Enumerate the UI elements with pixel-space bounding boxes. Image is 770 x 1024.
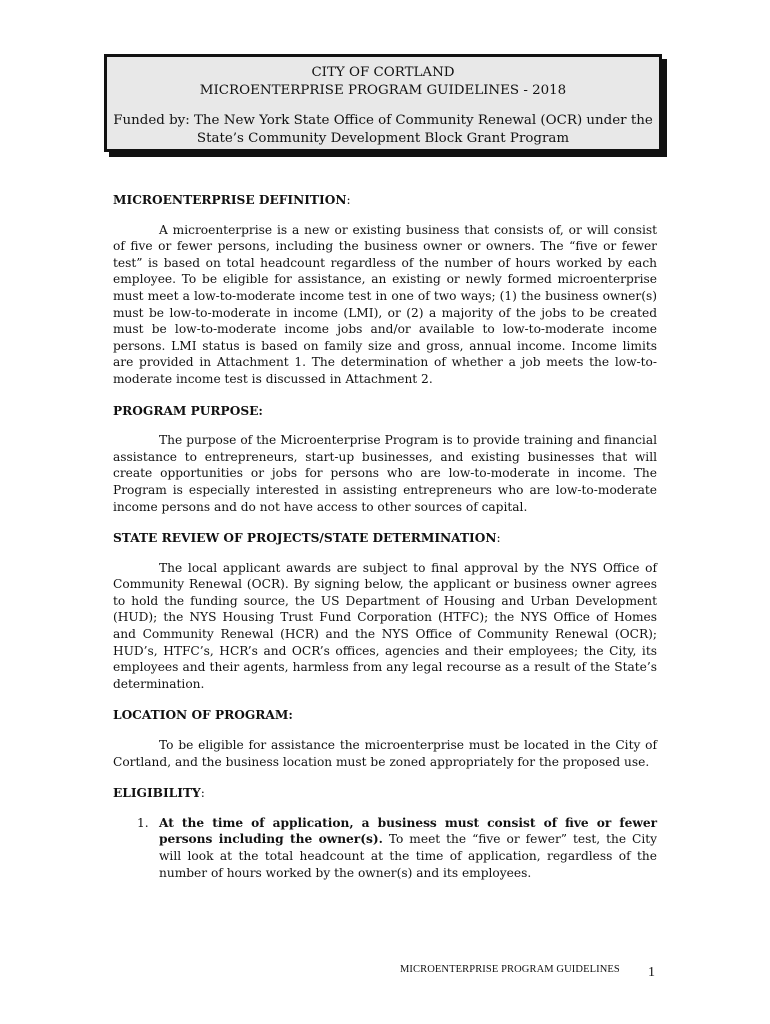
eligibility-item-1 bbox=[113, 815, 657, 881]
definition-paragraph: A microenterprise is a new or existing business that consists of, or will consist of five or fewer persons, including the business owner or owners. The “five or fewer test” is based on total headcount regardless of the number of hours worked by each employee. To be eligible for assistance, an existing or newly formed microenterprise must meet a low-to-moderate income test in one of two ways; (1) the business owner(s) must be low-to-moderate in income (LMI), or (2) a majority of the jobs to be created must be low-to-moderate income jobs and/or available to low-to-moderate income persons. LMI status is based on family size and gross, annual income. Income limits are provided in Attachment 1. The determination of whether a job meets the low-to-moderate income test is discussed in Attachment 2. bbox=[113, 222, 657, 386]
location-paragraph: To be eligible for assistance the microenterprise must be located in the City of Cortland, and the business location must be zoned appropriately for the proposed use. bbox=[113, 738, 657, 769]
definition-heading: MICROENTERPRISE DEFINITION: bbox=[113, 193, 351, 207]
funded-by-line-1: Funded by: The New York State Office of Community Renewal (OCR) under the bbox=[113, 113, 653, 128]
document-body bbox=[113, 192, 657, 881]
purpose-paragraph: The purpose of the Microenterprise Program is to provide training and financial assistance to entrepreneurs, start-up businesses, and existing businesses that will create opportunities or jobs for persons who are low-to-moderate in income. The Program is especially interested in assisting entrepreneurs who are low-to-moderate income persons and do not have access to other sources of capital. bbox=[113, 433, 657, 514]
title-box bbox=[104, 54, 662, 152]
state-review-heading: STATE REVIEW OF PROJECTS/STATE DETERMINATION: bbox=[113, 531, 501, 546]
list-number: 1. bbox=[137, 815, 149, 830]
program-title: MICROENTERPRISE PROGRAM GUIDELINES - 2018 bbox=[199, 83, 567, 98]
list-item-body: At the time of application, a business must consist of five or fewer persons including the owner(s). To meet the “five or fewer” test, the City will look at the total headcount at the time of application, regardless of the number of hours worked by the owner(s) and its employees. bbox=[159, 815, 657, 880]
city-title: CITY OF CORTLAND bbox=[311, 65, 455, 80]
state-review-paragraph: The local applicant awards are subject to final approval by the NYS Office of Community Renewal (OCR). By signing below, the applicant or business owner agrees to hold the funding source, the US Department of Housing and Urban Development (HUD); the NYS Housing Trust Fund Corporation (HTFC); the NYS Office of Homes and Community Renewal (HCR) and the NYS Office of Community Renewal (OCR); HUD’s, HTFC’s, HCR’s and OCR’s offices, agencies and their employees; the City, its employees and their agents, harmless from any legal recourse as a result of the State’s determination. bbox=[113, 560, 657, 691]
page-number: 1 bbox=[648, 965, 655, 980]
purpose-heading: PROGRAM PURPOSE: bbox=[113, 403, 263, 418]
funded-by-line-2: State’s Community Development Block Grant Program bbox=[196, 131, 570, 146]
footer-running-title: MICROENTERPRISE PROGRAM GUIDELINES bbox=[400, 964, 620, 975]
location-heading: LOCATION OF PROGRAM: bbox=[113, 708, 293, 723]
eligibility-heading: ELIGIBILITY: bbox=[113, 786, 205, 801]
